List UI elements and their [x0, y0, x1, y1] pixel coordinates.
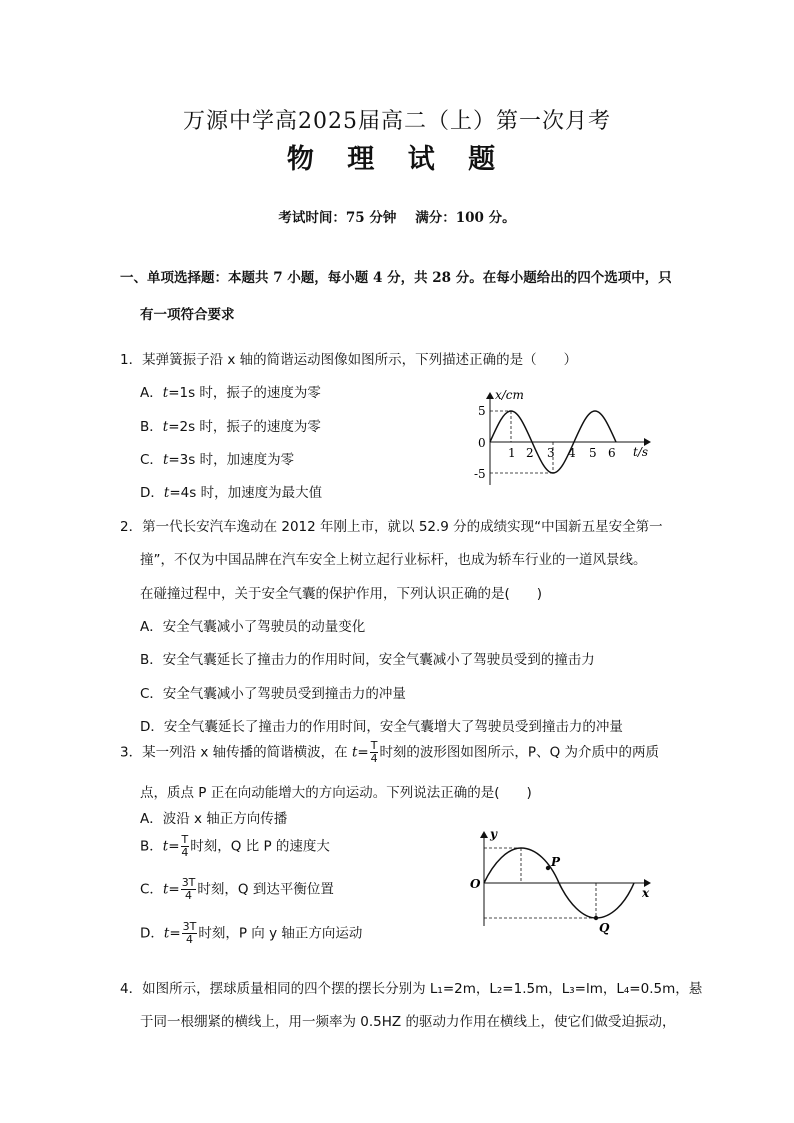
q3-wave-graph [468, 826, 658, 936]
q1-ytick-5: 5 [478, 404, 486, 418]
q2-option-d: D．安全气囊延长了撞击力的作用时间，安全气囊增大了驾驶员受到撞击力的冲量 [140, 719, 623, 735]
q3-option-a: A．波沿 x 轴正方向传播 [140, 811, 288, 827]
q3-point-p [546, 866, 550, 870]
q1-xtick-2: 2 [526, 446, 534, 460]
q1-ytick-neg5: -5 [474, 467, 486, 481]
q3-origin-label: O [470, 877, 481, 891]
q1-y-axis-label: x/cm [495, 388, 524, 402]
exam-info: 考试时间：75 分钟 满分：100 分。 [278, 210, 516, 226]
q3-option-b: B．t= $\frac{T}{4}$ 时刻，Q 比 P 的速度大 [140, 833, 330, 859]
q2-line1: 2．第一代长安汽车逸动在 2012 年刚上市，就以 52.9 分的成绩实现“中国新五星安全第一 [120, 519, 663, 535]
q1-xtick-4: 4 [568, 446, 576, 460]
exam-title: 万源中学高2025届高二（上）第一次月考 [183, 109, 611, 134]
q3-x-label: x [642, 886, 650, 900]
section-heading-line2: 有一项符合要求 [140, 307, 235, 323]
q3-option-c: C．t= $\frac{3T}{4}$ 时刻，Q 到达平衡位置 [140, 876, 334, 902]
q1-option-b: B．t=2s 时，振子的速度为零 [140, 419, 321, 435]
q1-shm-graph [470, 385, 660, 495]
q3-line2: 点，质点 P 正在向动能增大的方向运动。下列说法正确的是( ) [140, 785, 532, 801]
section-heading-line1: 一、单项选择题：本题共 7 小题，每小题 4 分，共 28 分。在每小题给出的四个选项中，只 [120, 270, 672, 286]
q1-xtick-6: 6 [608, 446, 616, 460]
q1-option-d: D．t=4s 时，加速度为最大值 [140, 485, 323, 501]
q3-line1: 3．某一列沿 x 轴传播的简谐横波，在 t= $\frac{T}{4}$ 时刻的波形图如图所示，P、Q 为介质中的两质 [120, 739, 659, 765]
q1-option-c: C．t=3s 时，加速度为零 [140, 452, 295, 468]
q1-stem: 1．某弹簧振子沿 x 轴的简谐运动图像如图所示，下列描述正确的是（ ） [120, 352, 578, 368]
q1-ytick-0: 0 [478, 436, 486, 450]
q3-option-d: D．t= $\frac{3T}{4}$ 时刻，P 向 y 轴正方向运动 [140, 920, 363, 946]
q3-q-label: Q [599, 921, 610, 935]
q2-line3: 在碰撞过程中，关于安全气囊的保护作用，下列认识正确的是( ) [140, 586, 543, 602]
q2-option-b: B．安全气囊延长了撞击力的作用时间，安全气囊减小了驾驶员受到的撞击力 [140, 652, 595, 668]
q1-xtick-5: 5 [589, 446, 597, 460]
q3-y-label: y [490, 827, 497, 841]
subject-title: 物 理 试 题 [286, 144, 508, 175]
q1-xtick-1: 1 [508, 446, 516, 460]
q1-x-axis-label: t/s [633, 445, 649, 459]
q2-option-c: C．安全气囊减小了驾驶员受到撞击力的冲量 [140, 686, 406, 702]
q2-line2: 撞”，不仅为中国品牌在汽车安全上树立起行业标杆，也成为轿车行业的一道风景线。 [140, 552, 647, 568]
q4-line1: 4．如图所示，摆球质量相同的四个摆的摆长分别为 L₁=2m，L₂=1.5m，L₃=lm，L₄=0.5m，悬 [120, 981, 703, 997]
q3-p-label: P [551, 855, 561, 869]
q4-line2: 于同一根绷紧的横线上，用一频率为 0.5HZ 的驱动力作用在横线上，使它们做受迫振动， [140, 1014, 676, 1030]
q3-point-q [594, 916, 598, 920]
q2-option-a: A．安全气囊减小了驾驶员的动量变化 [140, 619, 366, 635]
q1-option-a: A．t=1s 时，振子的速度为零 [140, 385, 321, 401]
q1-xtick-3: 3 [547, 446, 555, 460]
